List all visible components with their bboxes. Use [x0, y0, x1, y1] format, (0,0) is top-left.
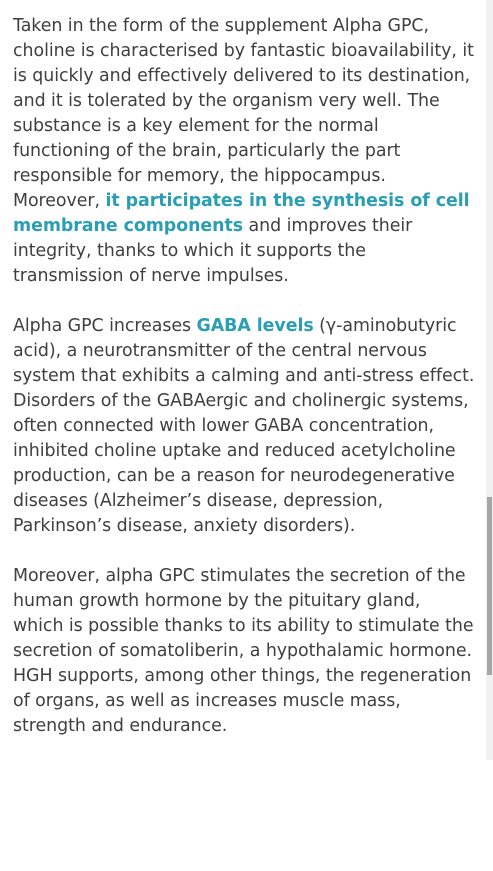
gaba-levels-link[interactable]: GABA levels: [196, 316, 314, 336]
paragraph-text: Moreover, alpha GPC stimulates the secretion of the human growth hormone by the pituitary gland, which is possible thanks to its ability to stimulate the secretion of somatoliberin, a hypothalamic hormone. HGH supports, among other things, the regeneration of organs, as well as increases muscle mass, strength and endurance.: [13, 566, 474, 736]
paragraph-choline-bioavailability: [13, 14, 475, 289]
paragraph-text: Alpha GPC increases: [13, 316, 197, 336]
paragraph-text: Taken in the form of the supplement Alpha GPC, choline is characterised by fantastic bioavailability, it is quickly and effectively delivered to its destination, and it is tolerated by the organism very well. The substance is a key element for the normal functioning of the brain, particularly the part responsible for memory, the hippocampus. Moreover,: [13, 16, 474, 211]
paragraph-text: (γ-aminobutyric acid), a neurotransmitter of the central nervous system that exhibits a calming and anti-stress effect. Disorders of the GABAergic and cholinergic systems, often connected with lower GABA concentration, inhibited choline uptake and reduced acetylcholine production, can be a reason for neurodegenerative diseases (Alzheimer’s disease, depression, Parkinson’s disease, anxiety disorders).: [13, 316, 475, 536]
vertical-scrollbar[interactable]: [486, 0, 493, 760]
article-body: [13, 14, 475, 764]
paragraph-text: and improves their integrity, thanks to which it supports the transmission of nerve impulses.: [13, 216, 413, 286]
cell-membrane-link[interactable]: it participates in the synthesis of cell membrane components: [13, 191, 470, 236]
scrollbar-thumb[interactable]: [487, 497, 492, 675]
paragraph-growth-hormone: [13, 564, 475, 739]
paragraph-gaba: [13, 314, 475, 539]
